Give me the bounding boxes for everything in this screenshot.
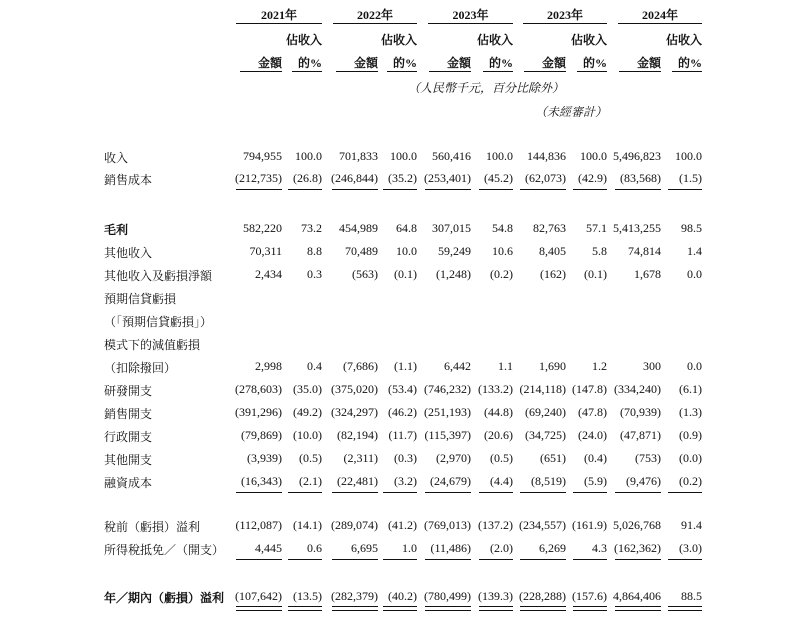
pct-cell: (0.4) [584, 451, 607, 465]
pct-cell: (0.3) [394, 451, 417, 465]
total-double-rule [288, 606, 322, 611]
amount-cell: 582,220 [243, 221, 282, 235]
amount-cell: (234,557) [519, 518, 566, 532]
amount-cell: (253,401) [424, 171, 471, 185]
pct-cell: (42.9) [578, 171, 607, 185]
row-label: 其他收入 [104, 246, 153, 260]
row-label: （扣除撥回） [104, 361, 177, 375]
row-label: 毛利 [104, 223, 129, 237]
amount-cell: (3,939) [247, 451, 282, 465]
subtotal-rule [332, 559, 378, 560]
pct-cell: 91.4 [681, 518, 702, 532]
amount-cell: 2,434 [255, 267, 282, 281]
pct-cell: 0.0 [687, 267, 702, 281]
row-label: 年／期內（虧損）溢利 [104, 591, 225, 605]
total-double-rule [520, 606, 566, 611]
pct-cell: (0.1) [394, 267, 417, 281]
subtotal-rule [573, 492, 607, 493]
amount-cell: 8,405 [539, 244, 566, 258]
row-label: （「預期信貸虧損」） [104, 315, 213, 329]
amount-header-underline [619, 71, 661, 72]
year-underline [428, 23, 513, 24]
amount-cell: 560,416 [432, 149, 471, 163]
amount-cell: 6,269 [539, 541, 566, 555]
total-double-rule [425, 606, 471, 611]
unit-note: （人民幣千元，百分比除外） [408, 81, 565, 95]
unaudited-note: （未經審計） [535, 105, 608, 119]
pct-cell: 10.0 [396, 244, 417, 258]
pct-cell: 54.8 [492, 221, 513, 235]
pct-cell: (0.1) [584, 267, 607, 281]
amount-header-underline [336, 71, 378, 72]
pct-cell: (13.5) [293, 589, 322, 603]
total-double-rule [236, 606, 282, 611]
amount-cell: 4,445 [255, 541, 282, 555]
row-label: 模式下的減值虧損 [104, 338, 201, 352]
pct-cell: (0.2) [679, 474, 702, 488]
pct-header-line2: 的% [582, 56, 607, 70]
pct-cell: (5.9) [584, 474, 607, 488]
amount-cell: (375,020) [331, 382, 378, 396]
pct-cell: 57.1 [586, 221, 607, 235]
subtotal-rule [573, 559, 607, 560]
amount-header: 金額 [446, 56, 471, 70]
pct-cell: (45.2) [484, 171, 513, 185]
amount-header: 金額 [541, 56, 566, 70]
subtotal-rule [520, 189, 566, 190]
amount-cell: (780,499) [424, 589, 471, 603]
subtotal-rule [668, 492, 702, 493]
pct-cell: (139.3) [478, 589, 513, 603]
pct-cell: 73.2 [301, 221, 322, 235]
subtotal-rule [236, 189, 282, 190]
amount-cell: (107,642) [235, 589, 282, 603]
subtotal-rule [520, 559, 566, 560]
amount-cell: (62,073) [525, 171, 566, 185]
amount-cell: 82,763 [533, 221, 566, 235]
pct-cell: (2.0) [490, 541, 513, 555]
amount-cell: (82,194) [337, 428, 378, 442]
amount-cell: (34,725) [525, 428, 566, 442]
subtotal-rule [425, 559, 471, 560]
year-header: 2023年 [452, 8, 489, 22]
subtotal-rule [668, 559, 702, 560]
pct-cell: (14.1) [293, 518, 322, 532]
row-label: 研發開支 [104, 384, 153, 398]
pct-cell: (24.0) [578, 428, 607, 442]
pct-cell: 1.1 [498, 359, 513, 373]
subtotal-rule [288, 189, 322, 190]
amount-cell: 70,311 [249, 244, 282, 258]
amount-cell: (115,397) [424, 428, 471, 442]
pct-cell: (0.0) [679, 451, 702, 465]
pct-header-line1: 佔收入 [476, 33, 513, 47]
pct-cell: (35.0) [293, 382, 322, 396]
subtotal-rule [383, 189, 417, 190]
amount-cell: 5,026,768 [613, 518, 661, 532]
amount-cell: (753) [635, 451, 661, 465]
amount-cell: (289,074) [331, 518, 378, 532]
amount-cell: (22,481) [337, 474, 378, 488]
subtotal-rule [615, 492, 661, 493]
pct-cell: 4.3 [592, 541, 607, 555]
subtotal-rule [479, 492, 513, 493]
amount-cell: (162) [540, 267, 566, 281]
pct-cell: (137.2) [478, 518, 513, 532]
amount-cell: (251,193) [424, 405, 471, 419]
amount-cell: (214,118) [519, 382, 566, 396]
row-label: 銷售開支 [104, 407, 153, 421]
amount-cell: 454,989 [339, 221, 378, 235]
pct-header-line1: 佔收入 [380, 33, 417, 47]
amount-cell: 74,814 [628, 244, 661, 258]
subtotal-rule [573, 189, 607, 190]
pct-cell: 98.5 [681, 221, 702, 235]
subtotal-rule [479, 189, 513, 190]
pct-cell: (1.5) [679, 171, 702, 185]
pct-cell: (2.1) [299, 474, 322, 488]
amount-cell: (70,939) [620, 405, 661, 419]
row-label: 其他開支 [104, 453, 153, 467]
amount-cell: (746,232) [424, 382, 471, 396]
pct-cell: 0.3 [307, 267, 322, 281]
amount-cell: (769,013) [424, 518, 471, 532]
year-header: 2023年 [546, 8, 583, 22]
pct-cell: (6.1) [679, 382, 702, 396]
pct-cell: 8.8 [307, 244, 322, 258]
pct-cell: (0.9) [679, 428, 702, 442]
subtotal-rule [332, 189, 378, 190]
amount-cell: 300 [643, 359, 661, 373]
row-label: 所得稅抵免／（開支） [104, 543, 225, 557]
pct-cell: 100.0 [675, 149, 702, 163]
subtotal-rule [479, 559, 513, 560]
amount-header-underline [524, 71, 566, 72]
pct-cell: (0.5) [490, 451, 513, 465]
amount-cell: 70,489 [345, 244, 378, 258]
pct-header-underline [483, 71, 513, 72]
amount-cell: (651) [540, 451, 566, 465]
total-double-rule [668, 606, 702, 611]
year-underline [523, 23, 607, 24]
amount-cell: (278,603) [235, 382, 282, 396]
pct-cell: (0.2) [490, 267, 513, 281]
pct-cell: (133.2) [478, 382, 513, 396]
pct-cell: 0.4 [307, 359, 322, 373]
pct-header-line1: 佔收入 [570, 33, 607, 47]
amount-cell: (7,686) [343, 359, 378, 373]
pct-cell: 1.2 [592, 359, 607, 373]
pct-cell: 100.0 [390, 149, 417, 163]
pct-header-line2: 的% [392, 56, 417, 70]
pct-cell: (147.8) [572, 382, 607, 396]
amount-cell: (79,869) [241, 428, 282, 442]
pct-header-underline [672, 71, 702, 72]
amount-cell: (69,240) [525, 405, 566, 419]
year-underline [333, 23, 417, 24]
pct-header-underline [292, 71, 322, 72]
subtotal-rule [383, 492, 417, 493]
amount-header-underline [240, 71, 282, 72]
total-double-rule [615, 606, 661, 611]
amount-header-underline [429, 71, 471, 72]
pct-cell: 1.4 [687, 244, 702, 258]
pct-cell: (46.2) [388, 405, 417, 419]
row-label: 銷售成本 [104, 173, 153, 187]
row-label: 行政開支 [104, 430, 153, 444]
amount-cell: (11,486) [430, 541, 471, 555]
pct-cell: 5.8 [592, 244, 607, 258]
amount-cell: 6,442 [444, 359, 471, 373]
amount-cell: 5,496,823 [613, 149, 661, 163]
row-label: 收入 [104, 151, 129, 165]
pct-cell: (1.3) [679, 405, 702, 419]
pct-cell: 100.0 [580, 149, 607, 163]
amount-cell: (563) [352, 267, 378, 281]
pct-cell: (49.2) [293, 405, 322, 419]
amount-cell: (391,296) [235, 405, 282, 419]
amount-cell: (162,362) [614, 541, 661, 555]
pct-cell: (3.2) [394, 474, 417, 488]
pct-cell: 1.0 [402, 541, 417, 555]
pct-header-line2: 的% [488, 56, 513, 70]
amount-cell: 6,695 [351, 541, 378, 555]
pct-header-line1: 佔收入 [665, 33, 702, 47]
amount-cell: 2,998 [255, 359, 282, 373]
amount-cell: (1,248) [436, 267, 471, 281]
pct-header-line2: 的% [297, 56, 322, 70]
pct-header-underline [387, 71, 417, 72]
pct-cell: 0.6 [307, 541, 322, 555]
pct-cell: (3.0) [679, 541, 702, 555]
amount-cell: (47,871) [620, 428, 661, 442]
pct-cell: (35.2) [388, 171, 417, 185]
amount-cell: 701,833 [339, 149, 378, 163]
amount-cell: (246,844) [331, 171, 378, 185]
pct-cell: (47.8) [578, 405, 607, 419]
pct-cell: (10.0) [293, 428, 322, 442]
subtotal-rule [288, 492, 322, 493]
amount-cell: (112,087) [235, 518, 282, 532]
subtotal-rule [332, 492, 378, 493]
amount-cell: (24,679) [430, 474, 471, 488]
pct-header-line2: 的% [677, 56, 702, 70]
year-header: 2024年 [641, 8, 678, 22]
amount-cell: (16,343) [241, 474, 282, 488]
subtotal-rule [668, 189, 702, 190]
amount-header: 金額 [257, 56, 282, 70]
amount-cell: 4,864,406 [613, 589, 661, 603]
amount-cell: (2,970) [436, 451, 471, 465]
row-label: 預期信貸虧損 [104, 292, 177, 306]
pct-cell: (0.5) [299, 451, 322, 465]
amount-cell: 5,413,255 [613, 221, 661, 235]
pct-cell: (53.4) [388, 382, 417, 396]
amount-cell: (83,568) [620, 171, 661, 185]
amount-header: 金額 [636, 56, 661, 70]
amount-cell: 59,249 [438, 244, 471, 258]
pct-cell: (26.8) [293, 171, 322, 185]
year-underline [236, 23, 322, 24]
amount-cell: (282,379) [331, 589, 378, 603]
pct-cell: (41.2) [388, 518, 417, 532]
pct-cell: (11.7) [388, 428, 417, 442]
pct-cell: (161.9) [572, 518, 607, 532]
pct-cell: 64.8 [396, 221, 417, 235]
subtotal-rule [615, 189, 661, 190]
total-double-rule [479, 606, 513, 611]
row-label: 融資成本 [104, 476, 153, 490]
row-label: 其他收入及虧損淨額 [104, 269, 213, 283]
amount-cell: (334,240) [614, 382, 661, 396]
pct-cell: 10.6 [492, 244, 513, 258]
subtotal-rule [236, 559, 282, 560]
pct-header-line1: 佔收入 [285, 33, 322, 47]
pct-cell: (40.2) [388, 589, 417, 603]
total-double-rule [332, 606, 378, 611]
amount-cell: (212,735) [235, 171, 282, 185]
year-header: 2022年 [356, 8, 393, 22]
subtotal-rule [520, 492, 566, 493]
row-label: 稅前（虧損）溢利 [104, 520, 201, 534]
amount-cell: (8,519) [531, 474, 566, 488]
amount-cell: 794,955 [243, 149, 282, 163]
amount-cell: 1,690 [539, 359, 566, 373]
pct-cell: 100.0 [295, 149, 322, 163]
total-double-rule [383, 606, 417, 611]
year-header: 2021年 [260, 8, 297, 22]
pct-cell: (20.6) [484, 428, 513, 442]
year-underline [618, 23, 702, 24]
amount-cell: (228,288) [519, 589, 566, 603]
subtotal-rule [425, 189, 471, 190]
subtotal-rule [615, 559, 661, 560]
pct-cell: 88.5 [681, 589, 702, 603]
pct-cell: 0.0 [687, 359, 702, 373]
subtotal-rule [425, 492, 471, 493]
amount-cell: (9,476) [626, 474, 661, 488]
subtotal-rule [383, 559, 417, 560]
pct-cell: (4.4) [490, 474, 513, 488]
pct-cell: (44.8) [484, 405, 513, 419]
pct-header-underline [577, 71, 607, 72]
amount-cell: 144,836 [527, 149, 566, 163]
total-double-rule [573, 606, 607, 611]
pct-cell: (1.1) [394, 359, 417, 373]
pct-cell: 100.0 [486, 149, 513, 163]
subtotal-rule [288, 559, 322, 560]
amount-cell: (2,311) [343, 451, 378, 465]
pct-cell: (157.6) [572, 589, 607, 603]
amount-header: 金額 [353, 56, 378, 70]
amount-cell: (324,297) [331, 405, 378, 419]
subtotal-rule [236, 492, 282, 493]
amount-cell: 1,678 [634, 267, 661, 281]
amount-cell: 307,015 [432, 221, 471, 235]
